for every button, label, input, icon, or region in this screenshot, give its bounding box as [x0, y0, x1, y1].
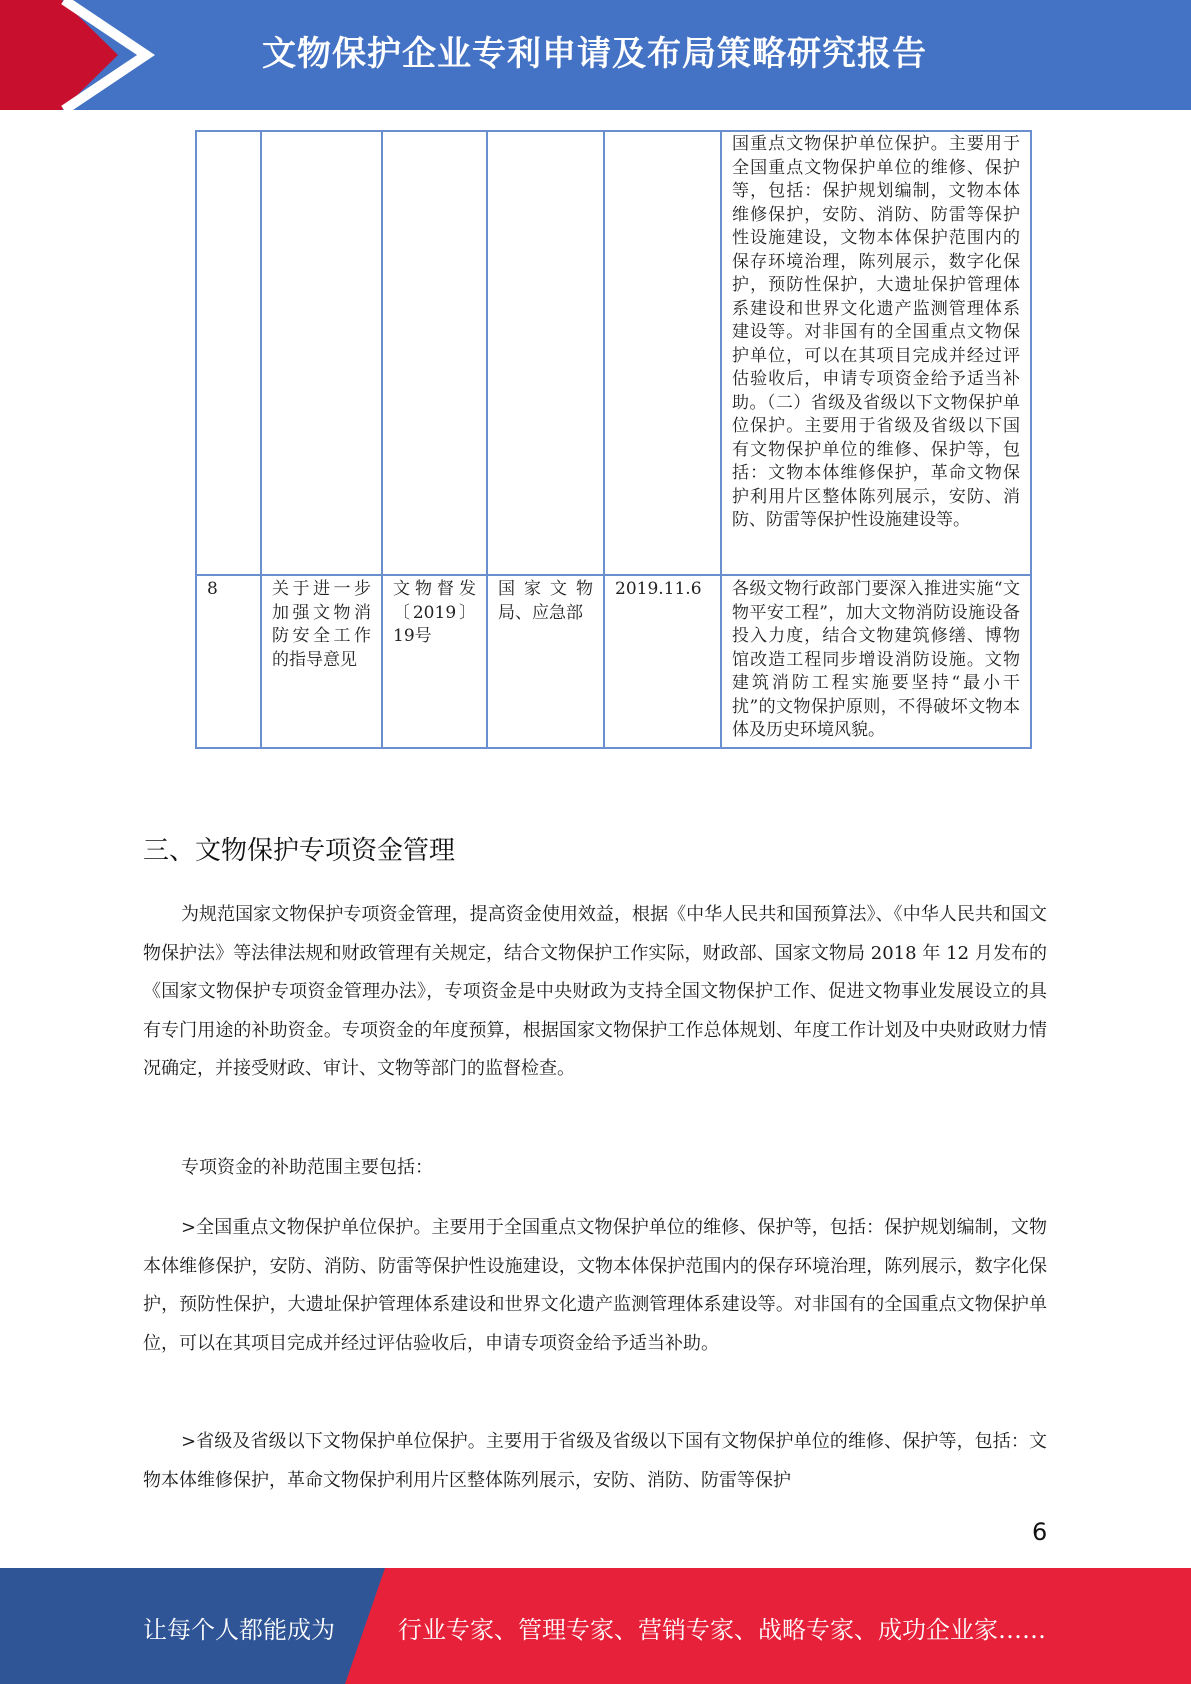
cell-name: 关于进一步加强文物消防安全工作的指导意见: [261, 575, 382, 748]
cell-number: [196, 131, 261, 575]
cell-date: [604, 131, 721, 575]
table-row: [196, 575, 1031, 748]
paragraph: 专项资金的补助范围主要包括：: [181, 1157, 433, 1178]
policy-table: [195, 130, 1032, 749]
cell-doc-no: [382, 131, 487, 575]
cell-issuer: [487, 131, 604, 575]
table-row: [196, 131, 1031, 575]
paragraph: >省级及省级以下文物保护单位保护。主要用于省级及省级以下国有文物保护单位的维修、保护等，包括：文物本体维修保护，革命文物保护利用片区整体陈列展示，安防、消防、防雷等保护: [143, 1431, 1047, 1491]
section-title: 三、文物保护专项资金管理: [143, 836, 456, 866]
cell-date: 2019.11.6: [604, 575, 721, 748]
page-footer: [0, 1568, 1191, 1684]
paragraph: 为规范国家文物保护专项资金管理，提高资金使用效益，根据《中华人民共和国预算法》、《中华人民共和国文物保护法》等法律法规和财政管理有关规定，结合文物保护工作实际，财政部、国家文物局 2018 年 12 月发布的《国家文物保护专项资金管理办法》，专项资金是中央财政为支持全国文物保护工作、促进文物事业发展设立的具有专门用途的补助资金。专项资金的年度预算，根据国家文物保护工作总体规划、年度工作计划及中央财政财力情况确定，并接受财政、审计、文物等部门的监督检查。: [143, 904, 1047, 1079]
page-header: [0, 0, 1191, 110]
cell-doc-no: 文物督发〔2019〕19号: [382, 575, 487, 748]
header-title: 文物保护企业专利申请及布局策略研究报告: [262, 34, 927, 74]
footer-slogan-right: 行业专家、管理专家、营销专家、战略专家、成功企业家……: [398, 1616, 1046, 1644]
page-number: 6: [1032, 1518, 1048, 1546]
cell-name: [261, 131, 382, 575]
paragraph: >全国重点文物保护单位保护。主要用于全国重点文物保护单位的维修、保护等，包括：保护规划编制，文物本体维修保护，安防、消防、防雷等保护性设施建设，文物本体保护范围内的保存环境治理，陈列展示，数字化保护，预防性保护，大遗址保护管理体系建设和世界文化遗产监测管理体系建设等。对非国有的全国重点文物保护单位，可以在其项目完成并经过评估验收后，申请专项资金给予适当补助。: [143, 1217, 1047, 1354]
cell-content: 各级文物行政部门要深入推进实施“文物平安工程”，加大文物消防设施设备投入力度，结合文物建筑修缮、博物馆改造工程同步增设消防设施。文物建筑消防工程实施要坚持“最小干扰”的文物保护原则，不得破坏文物本体及历史环境风貌。: [721, 575, 1031, 748]
footer-slogan-left: 让每个人都能成为: [143, 1616, 335, 1644]
cell-issuer: 国家文物局、应急部: [487, 575, 604, 748]
cell-content: 国重点文物保护单位保护。主要用于全国重点文物保护单位的维修、保护等，包括：保护规划编制，文物本体维修保护，安防、消防、防雷等保护性设施建设，文物本体保护范围内的保存环境治理，陈列展示，数字化保护，预防性保护，大遗址保护管理体系建设和世界文化遗产监测管理体系建设等。对非国有的全国重点文物保护单位，可以在其项目完成并经过评估验收后，申请专项资金给予适当补助。（二）省级及省级以下文物保护单位保护。主要用于省级及省级以下国有文物保护单位的维修、保护等，包括：文物本体维修保护，革命文物保护利用片区整体陈列展示，安防、消防、防雷等保护性设施建设等。: [721, 131, 1031, 575]
cell-number: 8: [196, 575, 261, 748]
